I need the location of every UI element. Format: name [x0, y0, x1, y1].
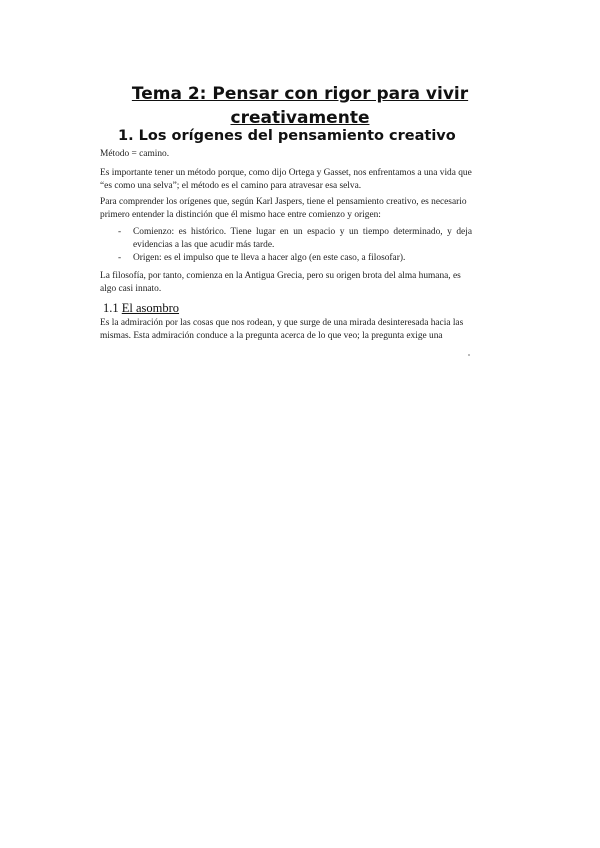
paragraph-asombro: Es la admiración por las cosas que nos rodean, y que surge de una mirada desinteresada hacia las mismas. Esta admiración conduce a la pregunta acerca de lo que veo; la pregunta exige una	[100, 318, 464, 341]
bullet-marker-2: -	[118, 253, 122, 263]
paragraph-method: Método = camino.	[100, 149, 170, 159]
document-title-line-1: Tema 2: Pensar con rigor para vivir	[131, 84, 469, 104]
section-title: El asombro	[121, 301, 180, 315]
stray-mark	[468, 354, 470, 356]
section-heading-1: 1. Los orígenes del pensamiento creativo	[118, 128, 456, 144]
bullet-item-origen: Origen: es el impulso que te lleva a hacer algo (en este caso, a filosofar).	[133, 253, 406, 263]
section-heading-1-1	[103, 301, 179, 316]
bullet-marker-1: -	[118, 227, 122, 237]
document-title-line-2: creativamente	[230, 108, 370, 128]
bullet-item-comienzo: Comienzo: es histórico. Tiene lugar en un espacio y un tiempo determinado, y deja evidencias a las que acudir más tarde.	[133, 227, 472, 250]
section-number: 1.1	[103, 301, 119, 315]
paragraph-ortega: Es importante tener un método porque, como dijo Ortega y Gasset, nos enfrentamos a una vida que “es como una selva”; el método es el camino para atravesar esa selva.	[100, 168, 472, 191]
paragraph-jaspers: Para comprender los orígenes que, según Karl Jaspers, tiene el pensamiento creativo, es necesario primero entender la distinción que él mismo hace entre comienzo y origen:	[100, 197, 467, 220]
paragraph-grecia: La filosofía, por tanto, comienza en la Antigua Grecia, pero su origen brota del alma humana, es algo casi innato.	[100, 271, 461, 294]
